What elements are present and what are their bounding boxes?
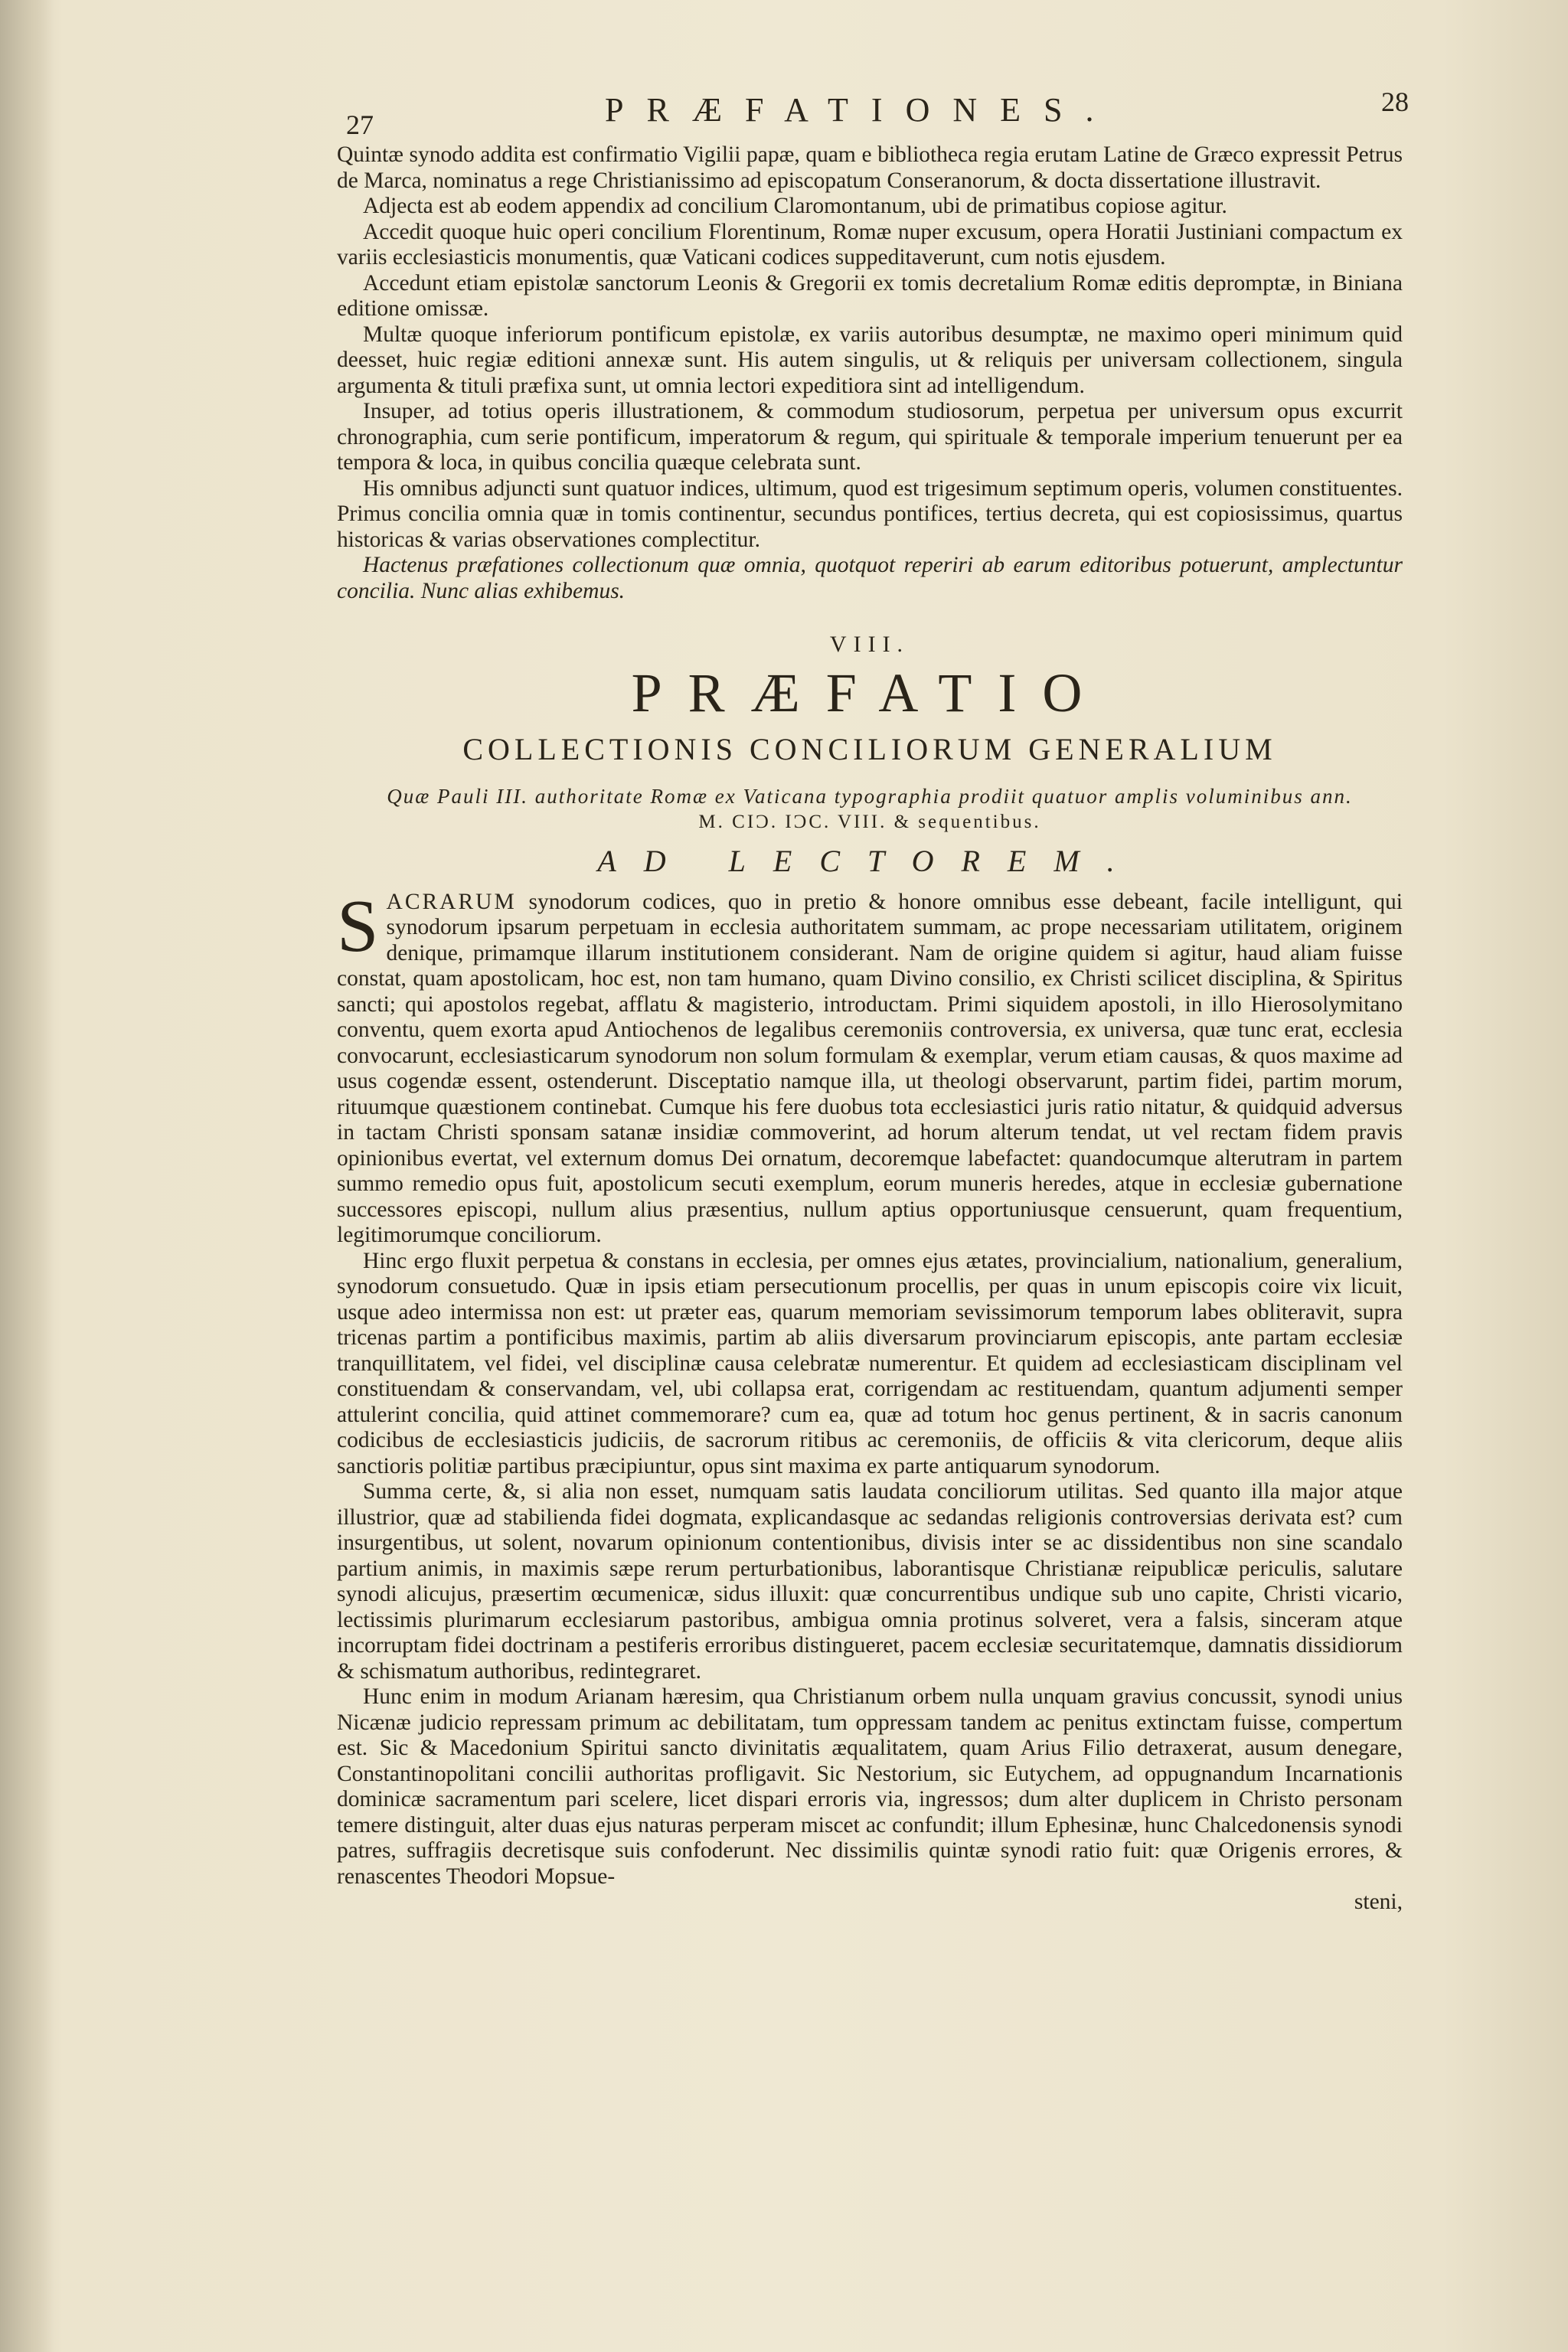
paragraph: Quintæ synodo addita est confirmatio Vigilii papæ, quam e bibliotheca regia erutam Latine de Græco expressit Petrus de Marca, nominatus a rege Christianissimo ad episcopatum Conseranorum, & docta dissertatione illustravit. bbox=[337, 142, 1403, 193]
drop-cap: S bbox=[337, 884, 379, 968]
catchword: steni, bbox=[1354, 1890, 1403, 1914]
first-paragraph bbox=[337, 884, 1403, 1249]
paragraph: Hunc enim in modum Arianam hæresim, qua Christianum orbem nulla unquam gravius concussit, synodi unius Nicænæ judicio repressam primum ac debilitatam, tum oppressam tandem ac penitus extinctam fuisse, compertum est. Sic & Macedonium Spiritui sancto divinitatis æqualitatem, quam Arius Filio detraxerat, ausum denegare, Constantinopolitani concilii authoritas profligavit. Sic Nestorium, sic Eutychem, ad oppugnandum Incarnationis dominicæ sacramentum pari scelere, licet dispari erroris via, ingressos; dum alter duplicem in Christo personam temere distinguit, alter duas ejus naturas perperam miscet ac confundit; illum Ephesinæ, hunc Chalcedonensis synodi patres, suffragiis decretisque suis confoderunt. Nec dissimilis quintæ synodi ratio fuit: quæ Origenis errores, & renascentes Theodori Mopsue- bbox=[337, 1684, 1403, 1889]
page-number-left: 27 bbox=[346, 109, 374, 140]
paragraph: Adjecta est ab eodem appendix ad concilium Claromontanum, ubi de primatibus copiose agitur. bbox=[363, 194, 1227, 218]
section-title: PRÆFATIO bbox=[631, 662, 1109, 724]
paragraph: Summa certe, &, si alia non esset, numquam satis laudata conciliorum utilitas. Sed quanto illa major atque illustrior, quæ ad stabilienda fidei dogmata, explicandasque ac sedandas religionis controversias derivata est? cum insurgentibus, ut solent, novarum opinionum contentionibus, divisis inter se ac dissidentibus non sine scandalo partium animis, in maximis sæpe rerum perturbationibus, laborantisque Christianæ reipublicæ periculis, salutare synodi alicujus, præsertim œcumenicæ, sidus illuxit: quæ concurrentibus undique sub uno capite, Christi vicario, lectissimis plurimarum ecclesiarum pastoribus, ambigua omnia protinus solveret, vera a falsis, sinceram atque incorruptam fidei doctrinam a pestiferis erroribus distingueret, pacem ecclesiæ securitatemque, damnatis dissidiorum & schismatum authoribus, redintegraret. bbox=[337, 1479, 1403, 1684]
paragraph: Accedit quoque huic operi concilium Florentinum, Romæ nuper excusum, opera Horatii Justiniani compactum ex variis ecclesiasticis monumentis, quæ Vaticani codices suppeditaverunt, cum notis ejusdem. bbox=[337, 219, 1403, 270]
page-header bbox=[329, 86, 1424, 139]
running-head: PRÆFATIONES. bbox=[605, 91, 1117, 129]
paragraph: Insuper, ad totius operis illustrationem, & commodum studiosorum, perpetua per universum opus excurrit chronographia, cum serie pontificum, imperatorum & regum, qui spirituale & temporale imperium tenuerunt per ea tempora & loca, in quibus concilia quæque celebrata sunt. bbox=[337, 399, 1403, 475]
first-word: ACRARUM bbox=[386, 889, 517, 914]
page-number-right: 28 bbox=[1381, 87, 1409, 117]
paragraph: Multæ quoque inferiorum pontificum epistolæ, ex variis autoribus desumptæ, ne maximo operi minimum quid deesset, huic regiæ editioni annexæ sunt. His autem singulis, ut & reliquis per universam collectionem, singula argumenta & tituli præfixa sunt, ut omnia lectori expeditiora sint ad intelligendum. bbox=[337, 322, 1403, 398]
closing-note: Hactenus præfationes collectionum quæ omnia, quotquot reperiri ab earum editoribus potuerunt, amplectuntur concilia. Nunc alias exhibemus. bbox=[337, 553, 1403, 603]
binding-gutter bbox=[0, 0, 54, 2352]
paragraph: Hinc ergo fluxit perpetua & constans in ecclesia, per omnes ejus ætates, provincialium, nationalium, generalium, synodorum consuetudo. Quæ in ipsis etiam persecutionum procellis, per quas in unum episcopis coire vix licuit, usque adeo intermissa non est: ut præter eas, quarum memoriam sevissimorum temporum labes obliteravit, supra tricenas partim a pontificibus maximis, partim ab aliis diversarum provinciarum episcopis, ante partam ecclesiæ tranquillitatem, vel fidei, vel disciplinæ causa celebratæ numerentur. Et quidem ad ecclesiasticam disciplinam vel constituendam & conservandam, vel, ubi collapsa erat, corrigendam ac restituendam, quantum adjumenti semper attulerint concilia, quid attinet commemorare? cum ea, quæ ad totum hoc genus pertinent, & in sacris canonum codicibus de ecclesiasticis judiciis, de sacrorum ritibus ac ceremoniis, de officiis & vita clericorum, deque aliis sanctioris politiæ partibus præcipiuntur, opus sint maxima ex parte antiquarum synodorum. bbox=[337, 1248, 1403, 1478]
preface-body bbox=[337, 884, 1403, 1916]
section-description: Quæ Pauli III. authoritate Romæ ex Vaticana typographia prodiit quatuor amplis voluminibus ann. bbox=[387, 784, 1353, 808]
first-paragraph-text: synodorum codices, quo in pretio & honore omnibus esse debeant, facile intelligunt, qui synodorum ipsarum perpetuam in ecclesia authoritatem summam, ac prope necessariam utilitatem, originem denique, primamque illarum institutionem considerant. Nam de origine quidem si agitur, haud aliam fuisse constat, quam apostolicam, hoc est, non tam humano, quam Divino consilio, ex Christi scilicet disciplina, & Spiritus sancti; qui apostolos regebat, afflatu & magisterio, introductam. Primi siquidem apostoli, in illo Hierosolymitano conventu, quem exorta apud Antiochenos de legalibus ceremoniis controversia, ex universa, quæ tunc erat, ecclesia convocarunt, ecclesiasticarum synodorum non solum formulam & exemplar, verum etiam causas, & quos maxime ad usus cogendæ essent, ostenderunt. Disceptatio namque illa, ut theologi observarunt, partim fidei, partim morum, rituumque quæstionem continebat. Cumque his fere duobus tota ecclesiastici juris ratio nitatur, & quidquid adversus in tactam Christi sponsam satanæ insidiæ commoverint, ad horum alterum tendat, ut vel rectam fidem pravis opinionibus evertat, vel externum domus Dei ornatum, decoremque labefactet: quandocumque alterutram in partem summo remedio opus fuit, apostolicum secuti exemplum, eorum muneris heredes, atque in ecclesiæ gubernatione successores episcopi, nullum alius præsentius, nullum aptius opportuniusque censuerunt, quam frequentium, legitimorumque conciliorum. bbox=[337, 889, 1403, 1247]
main-text bbox=[337, 142, 1403, 1916]
paragraph: His omnibus adjuncti sunt quatuor indices, ultimum, quod est trigesimum septimum operis, volumen constituentes. Primus concilia omnia quæ in tomis continentur, secundus pontifices, tertius decreta, qui est copiosissimus, quartus historicas & varias observationes complectitur. bbox=[337, 475, 1403, 552]
section-number: VIII. bbox=[829, 632, 910, 657]
address-to-reader: AD LECTOREM. bbox=[597, 844, 1142, 878]
section-subtitle: COLLECTIONIS CONCILIORUM GENERALIUM bbox=[462, 731, 1277, 766]
paragraph: Accedunt etiam epistolæ sanctorum Leonis & Gregorii ex tomis decretalium Romæ editis depromptæ, in Biniana editione omissæ. bbox=[337, 270, 1403, 321]
section-date: M. CIƆ. IƆC. VIII. & sequentibus. bbox=[698, 811, 1041, 832]
